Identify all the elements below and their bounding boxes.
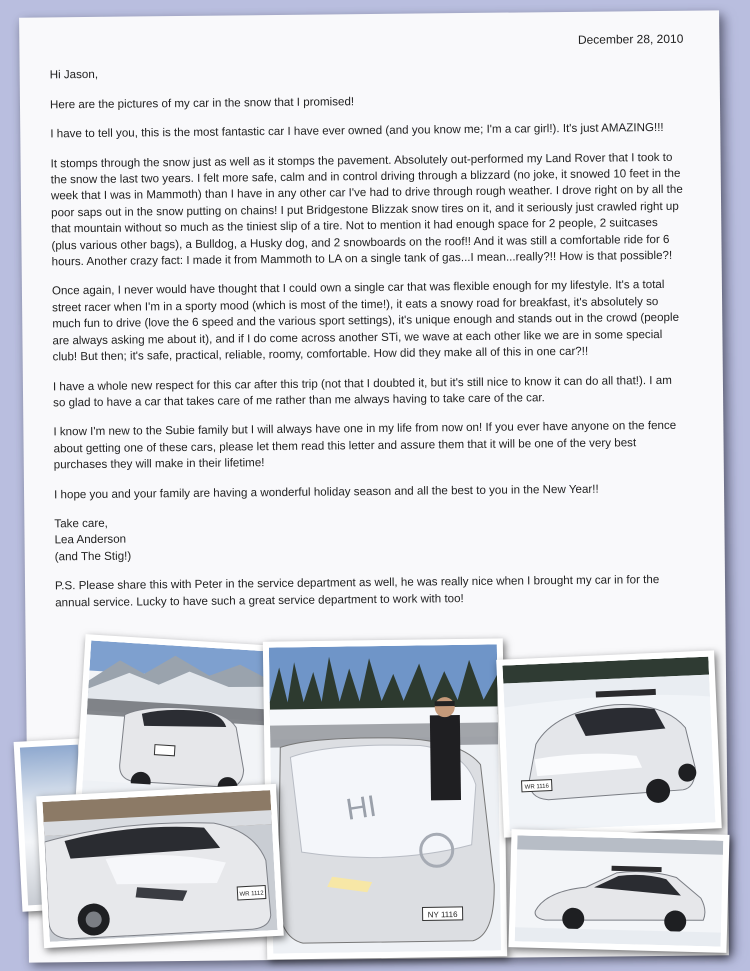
plate-front-right: WR 1116 [524, 783, 549, 791]
letter-paragraph: I know I'm new to the Subie family but I will always have one in my life from now on! If you ever have anyone on the fence about getting one of these cars, please let them read this letter and assure them that it will be one of the very best purchases they will make in their lifetime! [53, 419, 677, 472]
letter-date: December 28, 2010 [577, 31, 684, 47]
letter-paragraph: I have to tell you, this is the most fantastic car I have ever owned (and you know me; I'm a car girl!). It's just AMAZING!!! [50, 121, 664, 141]
photo-car-front-snow [496, 650, 722, 837]
car-front-image [502, 657, 715, 832]
letter-greeting: Hi Jason, [49, 68, 99, 82]
car-side-image [515, 835, 724, 946]
photo-snow-covered-car [263, 638, 507, 959]
snow-writing: HI [343, 789, 379, 827]
car-closeup-image [42, 790, 277, 942]
letter-paragraph: I hope you and your family are having a wonderful holiday season and all the best to you in the New Year!! [53, 482, 599, 501]
closing-extra: (and The Stig!) [54, 549, 132, 564]
letter-paragraph: Once again, I never would have thought that I could own a single car that was flexible enough for my lifestyle. It's a total street racer when I'm in a sporty mood (which is most of the time!), it eats a snowy road for breakfast, it's absolutely so much fun to drive (love the 6 speed and the various sport settings), it's unique enough and stands out in the crowd (people are always asking me about it), and if I do come across another STi, we wave at each other like we are in some special club! But then; it's safe, practical, reliable, roomy, comfortable. How did they make all of this in one car?!! [51, 278, 680, 364]
letter-postscript: P.S. Please share this with Peter in the service department as well, he was really nice when I brought my car in for the annual service. Lucky to have such a great service department to work with too! [54, 573, 660, 609]
letter-paragraph: Here are the pictures of my car in the snow that I promised! [49, 94, 355, 112]
closing-signoff: Take care, [54, 516, 108, 531]
photo-car-side-profile [508, 829, 729, 953]
letter-paragraph: It stomps through the snow just as well as it stomps the pavement. Absolutely out-performed my Land Rover that I took to the snow the last two years. I felt more safe, calm and in control driving through a blizzard (no joke, it snowed 10 feet in the week that I was in Mammoth) than I have in any other car I've had to drive through rough weather. I drove right on by all the poor saps out in the snow putting on chains! I put Bridgestone Blizzak snow tires on it, and it seriously just crawled right up that mountain without so much as the tiniest slip of a tire. Not to mention it had enough space for 2 people, 2 suitcases (plus various other bags), a Bulldog, a Husky dog, and 2 snowboards on the roof!! And it was still a comfortable ride for 6 hours. Another crazy fact: I made it from Mammoth to LA on a single tank of gas...I mean...really?!! How is that possible?! [50, 150, 683, 269]
photo-car-front-closeup [36, 784, 284, 948]
plate-center: NY 1116 [427, 909, 458, 920]
closing-name: Lea Anderson [54, 532, 127, 547]
plate-closeup: WR 1112 [239, 890, 264, 898]
letter-paragraph: I have a whole new respect for this car after this trip (not that I doubted it, but it's still nice to know it can do all that!). I am so glad to have a car that takes care of me rather than me always having to take care of the car. [52, 373, 672, 410]
snow-car-image [269, 644, 501, 953]
